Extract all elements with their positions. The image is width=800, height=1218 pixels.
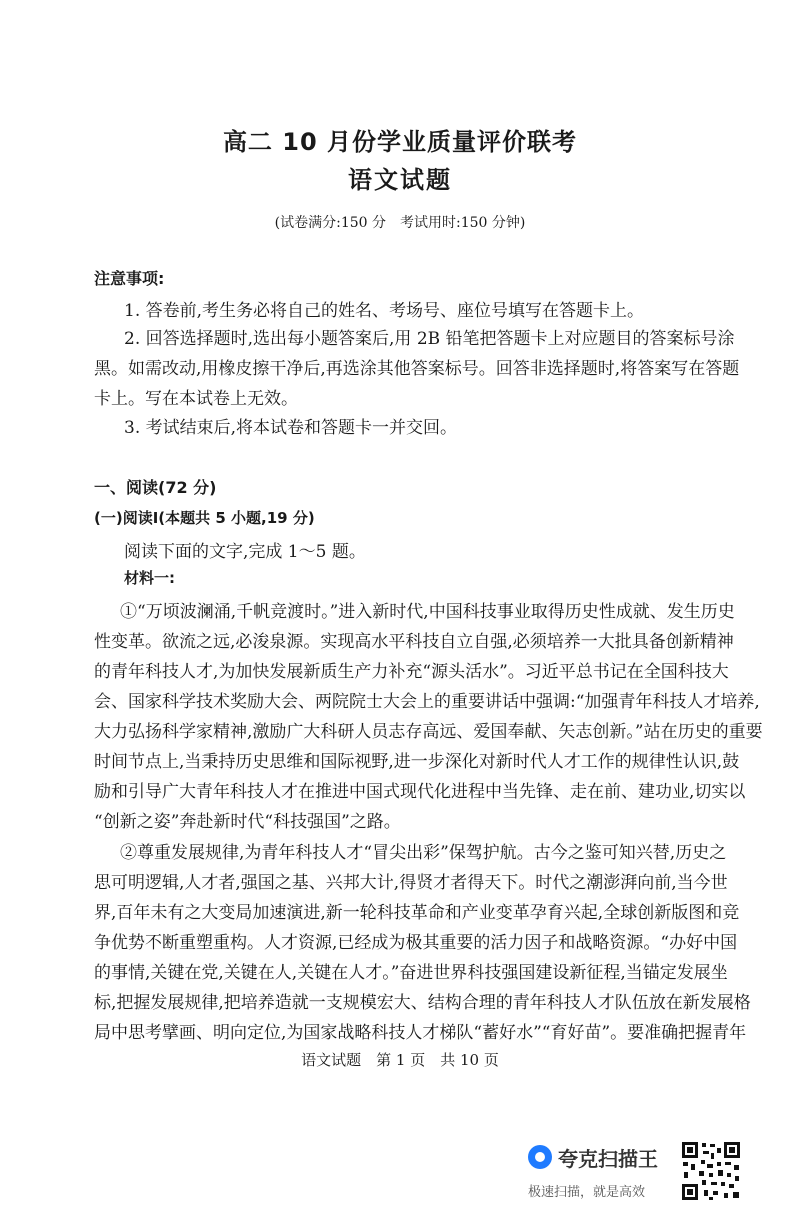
passage-line: 会、国家科学技术奖励大会、两院院士大会上的重要讲话中强调:“加强青年科技人才培养, [94,692,760,712]
passage-line: 大力弘扬科学家精神,激励广大科研人员志存高远、爱国奉献、矢志创新。”站在历史的重要 [94,722,763,742]
section-title: 一、阅读(72 分) [94,478,217,497]
material-label: 材料一: [124,569,175,587]
notice-line-3: 黑。如需改动,用橡皮擦干净后,再选涂其他答案标号。回答非选择题时,将答案写在答题 [94,359,740,379]
passage-line: ①“万顷波澜涌,千帆竞渡时。”进入新时代,中国科技事业取得历史性成就、发生历史 [120,602,735,622]
passage-line: ②尊重发展规律,为青年科技人才“冒尖出彩”保驾护航。古今之鉴可知兴替,历史之 [120,843,727,863]
passage-line: 标,把握发展规律,把培养造就一支规模宏大、结构合理的青年科技人才队伍放在新发展格 [94,993,751,1013]
notice-line-5: 3. 考试结束后,将本试卷和答题卡一并交回。 [124,418,458,438]
scanner-brand: 夸克扫描王 [558,1147,658,1171]
qr-code-icon [680,1140,742,1202]
passage-line: “创新之姿”奔赴新时代“科技强国”之路。 [94,812,401,832]
passage-line: 思可明逻辑,人才者,强国之基、兴邦大计,得贤才者得天下。时代之潮澎湃向前,当今世 [94,873,728,893]
page-title: 高二 10 月份学业质量评价联考 [222,128,578,156]
passage-line: 性变革。欲流之远,必浚泉源。实现高水平科技自立自强,必须培养一大批具备创新精神 [94,632,734,652]
notice-line-1: 1. 答卷前,考生务必将自己的姓名、考场号、座位号填写在答题卡上。 [124,301,645,321]
passage-line: 的青年科技人才,为加快发展新质生产力补充“源头活水”。习近平总书记在全国科技大 [94,662,729,682]
scanner-slogan: 极速扫描，就是高效 [528,1185,646,1200]
passage-line: 争优势不断重塑重构。人才资源,已经成为极其重要的活力因子和战略资源。“办好中国 [94,933,738,953]
passage-line: 的事情,关键在党,关键在人,关键在人才。”奋进世界科技强国建设新征程,当锚定发展坐 [94,963,728,983]
notice-line-4: 卡上。写在本试卷上无效。 [94,389,298,409]
passage-line: 局中思考擘画、明向定位,为国家战略科技人才梯队“蓄好水”“育好苗”。要准确把握青年 [94,1023,747,1043]
section-subtitle: (一)阅读Ⅰ(本题共 5 小题,19 分) [94,509,315,527]
subject-title: 语文试题 [348,166,452,194]
passage-line: 界,百年未有之大变局加速演进,新一轮科技革命和产业变革孕育兴起,全球创新版图和竞 [94,903,740,923]
passage-line: 励和引导广大青年科技人才在推进中国式现代化进程中当先锋、走在前、建功业,切实以 [94,782,746,802]
scanner-watermark [528,1143,678,1205]
notice-heading: 注意事项: [94,269,165,288]
page-footer: 语文试题 第 1 页 共 10 页 [301,1051,499,1069]
quark-logo-icon [528,1145,552,1169]
passage-line: 时间节点上,当秉持历史思维和国际视野,进一步深化对新时代人才工作的规律性认识,鼓 [94,752,740,772]
instruction: 阅读下面的文字,完成 1～5 题。 [124,542,366,562]
notice-line-2: 2. 回答选择题时,选出每小题答案后,用 2B 铅笔把答题卡上对应题目的答案标号涂 [124,329,735,349]
exam-info: (试卷满分:150 分 考试用时:150 分钟) [274,215,526,231]
